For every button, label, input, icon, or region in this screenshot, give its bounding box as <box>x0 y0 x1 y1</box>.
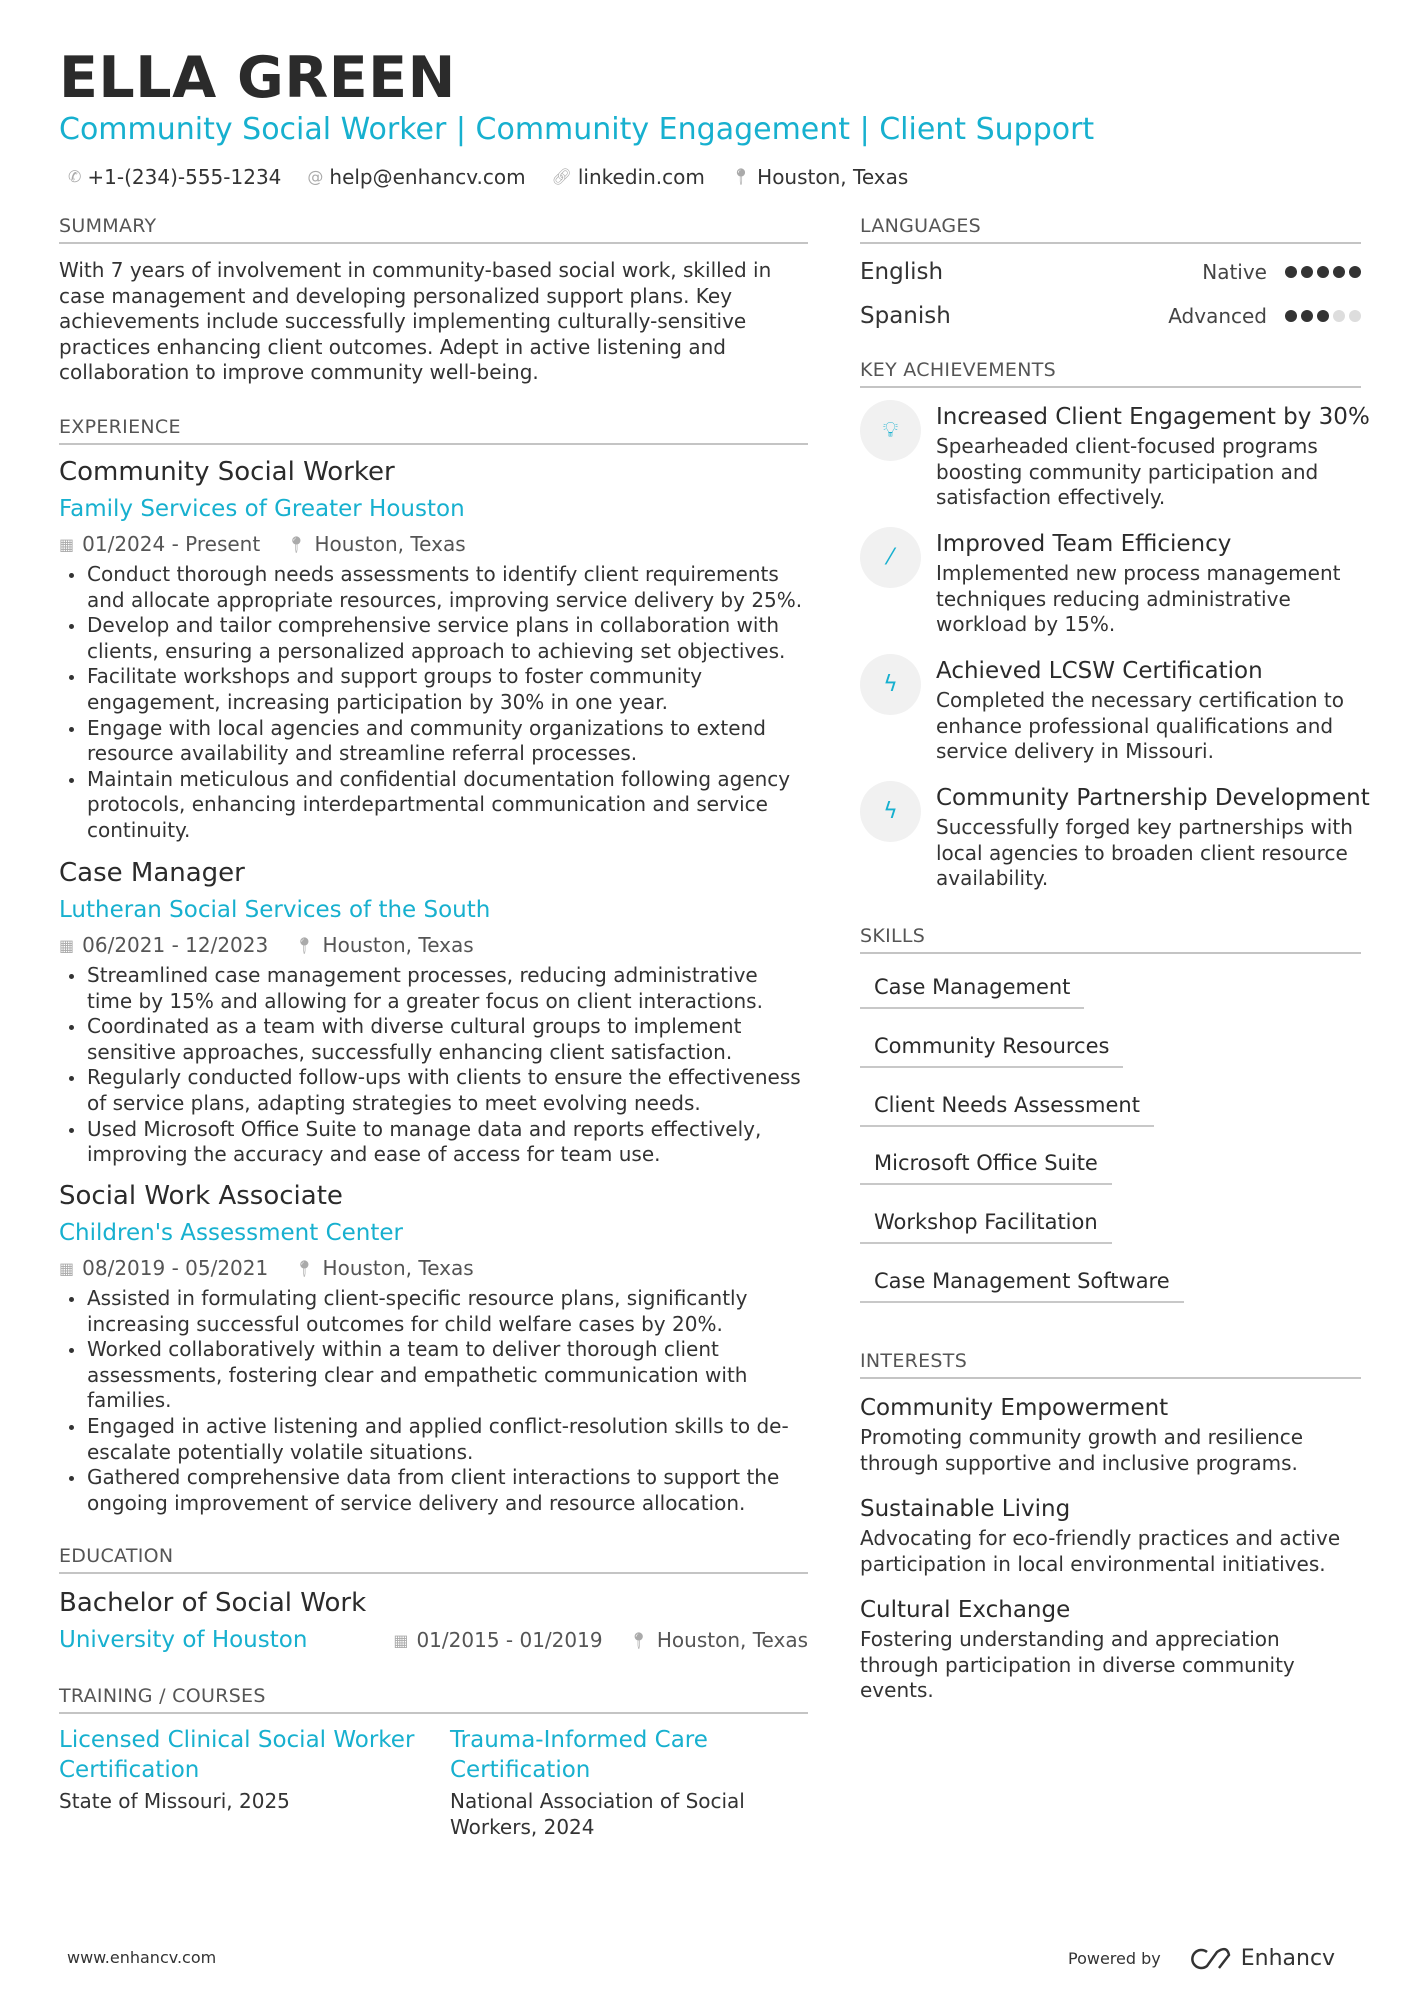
contact-location <box>731 164 908 190</box>
training-subtitle: State of Missouri, 2025 <box>59 1789 290 1813</box>
location-icon: 📍︎ <box>628 1631 649 1650</box>
rating-dot <box>1333 266 1345 278</box>
training-heading: TRAINING / COURSES <box>59 1684 808 1714</box>
interest-item <box>860 1593 1361 1704</box>
company-name: Family Services of Greater Houston <box>59 496 465 522</box>
bullet: Develop and tailor comprehensive service plans in collaboration with clients, ensuring a personalized approach to achieving set objectives. <box>59 613 808 664</box>
calendar-icon: ▦ <box>393 1631 409 1650</box>
bullet: Maintain meticulous and confidential documentation following agency protocols, enhancing interdepartmental communication and service continuity. <box>59 767 808 844</box>
skill-tag: Case Management Software <box>860 1261 1184 1303</box>
rating-dot <box>1333 310 1345 322</box>
education-location: Houston, Texas <box>656 1628 808 1652</box>
rating-dot <box>1349 310 1361 322</box>
contact-phone <box>68 164 281 190</box>
interest-title: Community Empowerment <box>860 1395 1169 1421</box>
interests-heading: INTERESTS <box>860 1349 1361 1379</box>
language-name: Spanish <box>860 303 951 329</box>
enhancv-logo-icon <box>1187 1947 1233 1971</box>
skill-tag: Workshop Facilitation <box>860 1202 1112 1244</box>
rating-dot <box>1285 310 1297 322</box>
job-entry <box>59 855 808 1168</box>
job-bullets <box>59 562 808 844</box>
language-level: Advanced <box>1168 304 1267 328</box>
link-icon: 🔗︎ <box>551 167 572 186</box>
job-dates: 06/2021 - 12/2023 <box>82 933 269 957</box>
powered-by-text: Powered by <box>1068 1949 1161 1968</box>
footer-website[interactable]: www.enhancv.com <box>67 1948 217 1967</box>
job-title: Case Manager <box>59 858 245 888</box>
bullet: Worked collaboratively within a team to deliver thorough client assessments, fostering clear and empathetic communication with families. <box>59 1337 808 1414</box>
job-bullets <box>59 963 808 1168</box>
language-item <box>860 294 1361 338</box>
education-heading: EDUCATION <box>59 1544 808 1574</box>
bullet: Assisted in formulating client-specific resource plans, significantly increasing successful outcomes for child welfare cases by 20%. <box>59 1286 808 1337</box>
languages-heading: LANGUAGES <box>860 214 1361 244</box>
language-item <box>860 250 1361 294</box>
location-icon: 📍︎ <box>730 167 752 186</box>
education-entry <box>59 1585 808 1659</box>
education-dates: 01/2015 - 01/2019 <box>416 1628 603 1652</box>
interest-title: Cultural Exchange <box>860 1597 1071 1623</box>
skill-tag: Case Management <box>860 967 1084 1009</box>
achievement-item <box>860 781 1370 892</box>
location-text: Houston, Texas <box>757 165 909 189</box>
rating-dot <box>1317 310 1329 322</box>
calendar-icon: ▦ <box>59 936 75 955</box>
bullet: Used Microsoft Office Suite to manage data and reports effectively, improving the accuracy and ease of access for team use. <box>59 1117 808 1168</box>
achievement-title: Improved Team Efficiency <box>936 531 1232 557</box>
lightbulb-icon: 💡︎ <box>860 400 921 461</box>
job-bullets <box>59 1286 808 1516</box>
achievement-item <box>860 400 1370 511</box>
location-icon: 📍︎ <box>286 535 307 554</box>
achievements-heading: KEY ACHIEVEMENTS <box>860 358 1361 388</box>
skill-tag: Microsoft Office Suite <box>860 1143 1112 1185</box>
lightning-icon: ϟ <box>860 781 921 842</box>
contact-linkedin[interactable] <box>552 164 705 190</box>
summary-heading: SUMMARY <box>59 214 808 244</box>
job-dates: 08/2019 - 05/2021 <box>82 1256 269 1280</box>
training-subtitle: National Association of Social Workers, 2024 <box>450 1789 745 1839</box>
achievements-list <box>860 400 1370 920</box>
bullet: Coordinated as a team with diverse cultural groups to implement sensitive approaches, successfully enhancing client satisfaction. <box>59 1014 808 1065</box>
bullet: Gathered comprehensive data from client interactions to support the ongoing improvement of service delivery and resource allocation. <box>59 1465 808 1516</box>
rating-dot <box>1285 266 1297 278</box>
bullet: Engage with local agencies and community organizations to extend resource availability and streamline referral processes. <box>59 716 808 767</box>
achievement-title: Increased Client Engagement by 30% <box>936 404 1370 430</box>
at-icon: @ <box>307 167 324 186</box>
language-level: Native <box>1202 260 1267 284</box>
rating-dots <box>1285 266 1361 278</box>
interest-title: Sustainable Living <box>860 1496 1071 1522</box>
interest-item <box>860 1391 1361 1476</box>
job-entry <box>59 1178 808 1516</box>
bullet: Engaged in active listening and applied conflict-resolution skills to de-escalate potentially volatile situations. <box>59 1414 808 1465</box>
company-name: Children's Assessment Center <box>59 1220 404 1246</box>
training-title: Trauma-Informed Care Certification <box>450 1727 708 1783</box>
training-title: Licensed Clinical Social Worker Certification <box>59 1727 415 1783</box>
language-name: English <box>860 259 944 285</box>
contact-info <box>68 164 908 190</box>
enhancv-brand: Enhancv <box>1240 1946 1336 1971</box>
rating-dots <box>1285 310 1361 322</box>
location-icon: 📍︎ <box>294 1259 315 1278</box>
achievement-desc: Completed the necessary certification to enhance professional qualifications and service delivery in Missouri. <box>936 688 1344 764</box>
achievement-desc: Implemented new process management techniques reducing administrative workload by 15%. <box>936 561 1341 637</box>
contact-email[interactable] <box>307 164 525 190</box>
skill-tag: Client Needs Assessment <box>860 1085 1154 1127</box>
rating-dot <box>1301 310 1313 322</box>
bullet: Regularly conducted follow-ups with clients to ensure the effectiveness of service plans, adapting strategies to meet evolving needs. <box>59 1065 808 1116</box>
rating-dot <box>1349 266 1361 278</box>
interest-desc: Promoting community growth and resilience through supportive and inclusive programs. <box>860 1425 1304 1475</box>
achievement-item <box>860 654 1361 765</box>
phone-text: +1-(234)-555-1234 <box>87 165 282 189</box>
skills-heading: SKILLS <box>860 924 1361 954</box>
summary-text: With 7 years of involvement in community-based social work, skilled in case management and developing personalized support plans. Key achievements include successfully implementing culturally-sensitive practices enhancing client outcomes. Adept in active listening and collaboration to improve community well-being. <box>59 258 772 385</box>
calendar-icon: ▦ <box>59 1259 75 1278</box>
rating-dot <box>1317 266 1329 278</box>
job-location: Houston, Texas <box>322 1256 474 1280</box>
bullet: Facilitate workshops and support groups to foster community engagement, increasing participation by 30% in one year. <box>59 664 808 715</box>
languages-list <box>860 250 1361 338</box>
job-location: Houston, Texas <box>322 933 474 957</box>
bullet: Streamlined case management processes, reducing administrative time by 15% and allowing for a greater focus on client interactions. <box>59 963 808 1014</box>
lightning-icon: ϟ <box>860 654 921 715</box>
job-title: Social Work Associate <box>59 1181 343 1211</box>
location-icon: 📍︎ <box>294 936 315 955</box>
degree: Bachelor of Social Work <box>59 1588 367 1618</box>
enhancv-logo <box>1187 1946 1335 1971</box>
email-text[interactable]: help@enhancv.com <box>329 165 526 189</box>
magic-wand-icon: ⁄ <box>860 527 921 588</box>
powered-by <box>1068 1946 1335 1971</box>
interest-desc: Fostering understanding and appreciation through participation in diverse community events. <box>860 1627 1295 1703</box>
job-title: Community Social Worker <box>59 457 395 487</box>
school-name: University of Houston <box>59 1627 308 1653</box>
candidate-title: Community Social Worker | Community Engagement | Client Support <box>59 112 1095 147</box>
achievement-item <box>860 527 1361 638</box>
linkedin-text[interactable]: linkedin.com <box>577 165 705 189</box>
rating-dot <box>1301 266 1313 278</box>
training-item <box>450 1726 780 1840</box>
skill-tag: Community Resources <box>860 1026 1123 1068</box>
bullet: Conduct thorough needs assessments to identify client requirements and allocate appropriate resources, improving service delivery by 25%. <box>59 562 808 613</box>
achievement-title: Community Partnership Development <box>936 785 1370 811</box>
job-location: Houston, Texas <box>314 532 466 556</box>
company-name: Lutheran Social Services of the South <box>59 897 491 923</box>
experience-heading: EXPERIENCE <box>59 415 808 445</box>
training-item <box>59 1726 419 1815</box>
job-entry <box>59 454 808 844</box>
achievement-desc: Spearheaded client-focused programs boosting community participation and satisfaction effectively. <box>936 434 1319 510</box>
calendar-icon: ▦ <box>59 535 75 554</box>
interest-desc: Advocating for eco-friendly practices and active participation in local environmental initiatives. <box>860 1526 1341 1576</box>
achievement-title: Achieved LCSW Certification <box>936 658 1263 684</box>
phone-icon: ✆ <box>68 167 82 186</box>
skills-list <box>860 967 1361 1327</box>
candidate-name: ELLA GREEN <box>59 45 456 111</box>
interest-item <box>860 1492 1361 1577</box>
job-dates: 01/2024 - Present <box>82 532 261 556</box>
achievement-desc: Successfully forged key partnerships with local agencies to broaden client resource availability. <box>936 815 1353 891</box>
